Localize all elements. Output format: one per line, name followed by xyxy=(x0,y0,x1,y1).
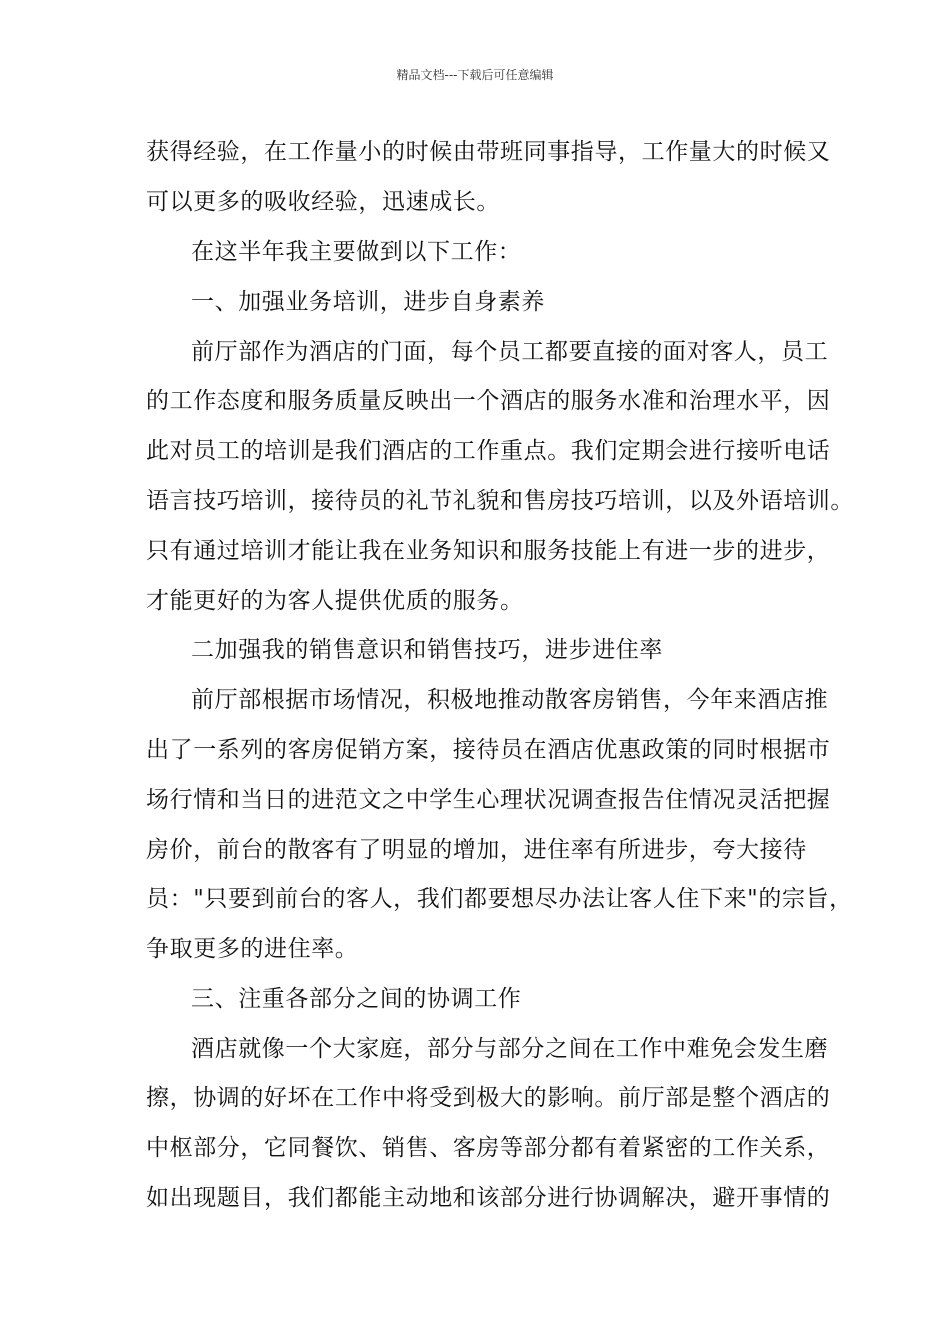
text-line: 中枢部分，它同餐饮、销售、客房等部分都有着紧密的工作关系， xyxy=(146,1135,831,1161)
section-heading: 一、加强业务培训，进步自身素养 xyxy=(191,289,545,315)
text-line: 擦，协调的好坏在工作中将受到极大的影响。前厅部是整个酒店的 xyxy=(146,1085,831,1111)
text-line: 如出现题目，我们都能主动地和该部分进行协调解决，避开事情的 xyxy=(146,1185,831,1211)
text-line: 在这半年我主要做到以下工作： xyxy=(191,239,522,265)
text-line: 获得经验，在工作量小的时候由带班同事指导，工作量大的时候又 xyxy=(146,139,831,165)
text-line: 争取更多的进住率。 xyxy=(146,936,359,962)
text-line: 只有通过培训才能让我在业务知识和服务技能上有进一步的进步， xyxy=(146,538,831,564)
page-header: 精品文档---下载后可任意编辑 xyxy=(396,68,554,82)
text-line: 可以更多的吸收经验，迅速成长。 xyxy=(146,189,500,215)
text-line: 出了一系列的客房促销方案，接待员在酒店优惠政策的同时根据市 xyxy=(146,737,831,763)
section-heading: 二加强我的销售意识和销售技巧，进步进住率 xyxy=(191,637,663,663)
text-line: 才能更好的为客人提供优质的服务。 xyxy=(146,588,524,614)
text-line: 房价，前台的散客有了明显的增加，进住率有所进步，夸大接待 xyxy=(146,837,807,863)
text-line: 员："只要到前台的客人，我们都要想尽办法让客人住下来"的宗旨， xyxy=(146,886,853,912)
text-line: 的工作态度和服务质量反映出一个酒店的服务水准和治理水平，因 xyxy=(146,388,831,414)
text-line: 此对员工的培训是我们酒店的工作重点。我们定期会进行接听电话 xyxy=(146,438,831,464)
text-line: 前厅部作为酒店的门面，每个员工都要直接的面对客人，员工 xyxy=(191,339,829,365)
text-line: 酒店就像一个大家庭，部分与部分之间在工作中难免会发生磨 xyxy=(191,1036,829,1062)
text-line: 前厅部根据市场情况，积极地推动散客房销售，今年来酒店推 xyxy=(191,687,829,713)
text-line: 语言技巧培训，接待员的礼节礼貌和售房技巧培训，以及外语培训。 xyxy=(146,488,854,514)
text-line: 场行情和当日的进范文之中学生心理状况调查报告住情况灵活把握 xyxy=(146,787,831,813)
section-heading: 三、注重各部分之间的协调工作 xyxy=(191,986,522,1012)
